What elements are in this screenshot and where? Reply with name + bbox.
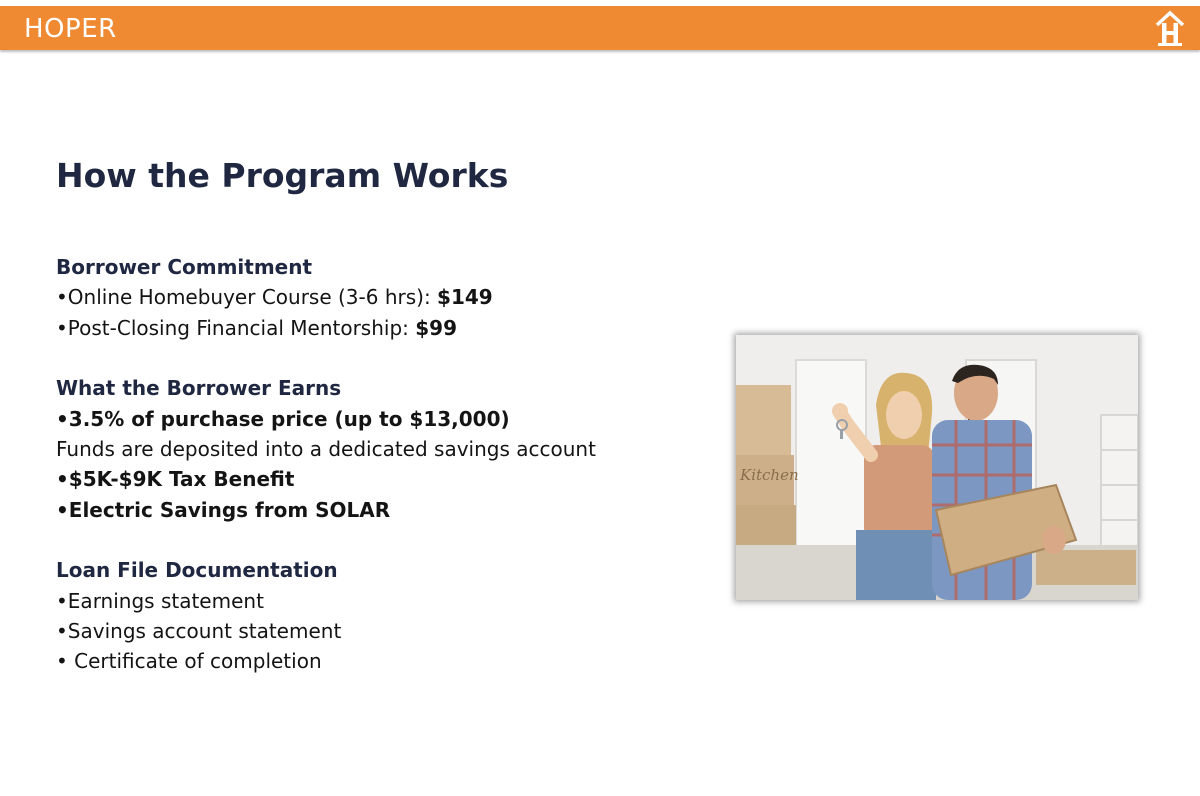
box-label: Kitchen <box>740 466 799 484</box>
list-item: •Savings account statement <box>56 619 342 644</box>
program-details <box>56 252 696 707</box>
list-item: •3.5% of purchase price (up to $13,000) <box>56 406 510 431</box>
photo-illustration <box>736 335 1138 600</box>
section-borrower-earns <box>56 373 696 525</box>
couple-with-keys-photo <box>736 335 1138 600</box>
house-h-logo-icon <box>1154 9 1186 47</box>
section-heading: Borrower Commitment <box>56 255 313 279</box>
list-item <box>56 282 696 312</box>
list-item: Funds are deposited into a dedicated savings account <box>56 437 596 462</box>
section-borrower-commitment <box>56 252 696 343</box>
list-item: •Earnings statement <box>56 588 264 613</box>
section-loan-documentation <box>56 555 696 677</box>
list-item: •Electric Savings from SOLAR <box>56 497 391 522</box>
list-item <box>56 313 696 343</box>
section-heading: What the Borrower Earns <box>56 376 342 401</box>
item-text: •Online Homebuyer Course (3-6 hrs): <box>56 285 438 310</box>
list-item: •$5K-$9K Tax Benefit <box>56 467 295 492</box>
item-price: $99 <box>415 315 457 340</box>
item-price: $149 <box>437 285 493 310</box>
list-item: • Certificate of completion <box>56 649 322 674</box>
section-heading: Loan File Documentation <box>56 558 338 583</box>
item-text: •Post-Closing Financial Mentorship: <box>56 315 416 340</box>
brand-name: HOPER <box>24 14 117 44</box>
header-bar <box>0 6 1200 50</box>
page-title: How the Program Works <box>56 156 509 195</box>
